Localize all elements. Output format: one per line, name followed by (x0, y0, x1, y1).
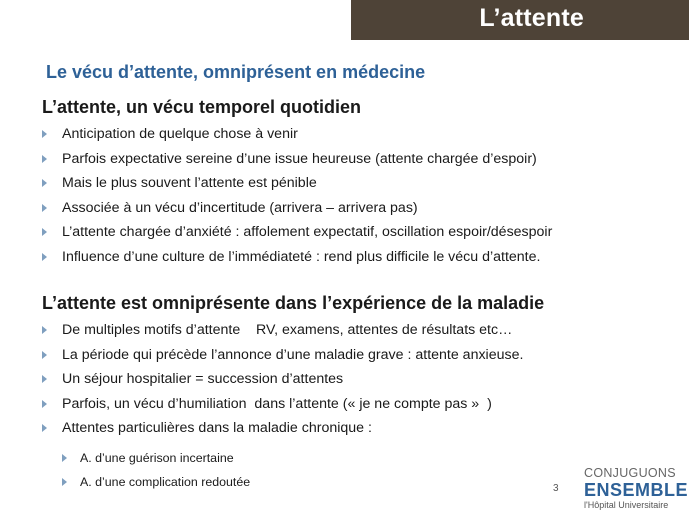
bullet-arrow-icon (42, 204, 47, 212)
page-number: 3 (553, 483, 559, 494)
sub-list-item: A. d’une guérison incertaine (62, 446, 250, 470)
section1-heading: L’attente, un vécu temporel quotidien (42, 97, 362, 117)
title-bar (351, 0, 689, 40)
list-item: Associée à un vécu d’incertitude (arrivera – arrivera pas) (42, 196, 552, 221)
list-item: Influence d’une culture de l’immédiateté : rend plus difficile le vécu d’attente. (42, 245, 552, 270)
bullet-arrow-icon (42, 400, 47, 408)
section1-list (42, 122, 552, 270)
list-item: Anticipation de quelque chose à venir (42, 122, 552, 147)
list-item: La période qui précède l’annonce d’une maladie grave : attente anxieuse. (42, 343, 523, 368)
list-item: De multiples motifs d’attente RV, examens, attentes de résultats etc… (42, 318, 523, 343)
bullet-arrow-icon (42, 424, 47, 432)
section2-heading: L’attente est omniprésente dans l’expérience de la maladie (42, 293, 545, 313)
logo-line3: l'Hôpital Universitaire (584, 500, 669, 510)
list-item: L’attente chargée d’anxiété : affolement expectatif, oscillation espoir/désespoir (42, 220, 552, 245)
section2-sublist (62, 446, 250, 494)
logo (584, 466, 688, 511)
sub-list-item: A. d’une complication redoutée (62, 470, 250, 494)
bullet-arrow-icon (42, 253, 47, 261)
list-item: Attentes particulières dans la maladie chronique : (42, 416, 523, 441)
slide-subtitle: Le vécu d’attente, omniprésent en médecine (46, 62, 426, 82)
list-item: Un séjour hospitalier = succession d’attentes (42, 367, 523, 392)
slide-title: L’attente (479, 4, 584, 32)
list-item: Mais le plus souvent l’attente est pénible (42, 171, 552, 196)
bullet-arrow-icon (42, 155, 47, 163)
bullet-arrow-icon (42, 228, 47, 236)
section2-list (42, 318, 523, 441)
list-item: Parfois, un vécu d’humiliation dans l’attente (« je ne compte pas » ) (42, 392, 523, 417)
bullet-arrow-icon (62, 454, 67, 462)
bullet-arrow-icon (42, 375, 47, 383)
bullet-arrow-icon (42, 326, 47, 334)
bullet-arrow-icon (42, 351, 47, 359)
logo-line2: ENSEMBLE (584, 480, 689, 500)
bullet-arrow-icon (42, 179, 47, 187)
bullet-arrow-icon (42, 130, 47, 138)
logo-line1: CONJUGUONS (584, 466, 676, 480)
list-item: Parfois expectative sereine d’une issue heureuse (attente chargée d’espoir) (42, 147, 552, 172)
bullet-arrow-icon (62, 478, 67, 486)
